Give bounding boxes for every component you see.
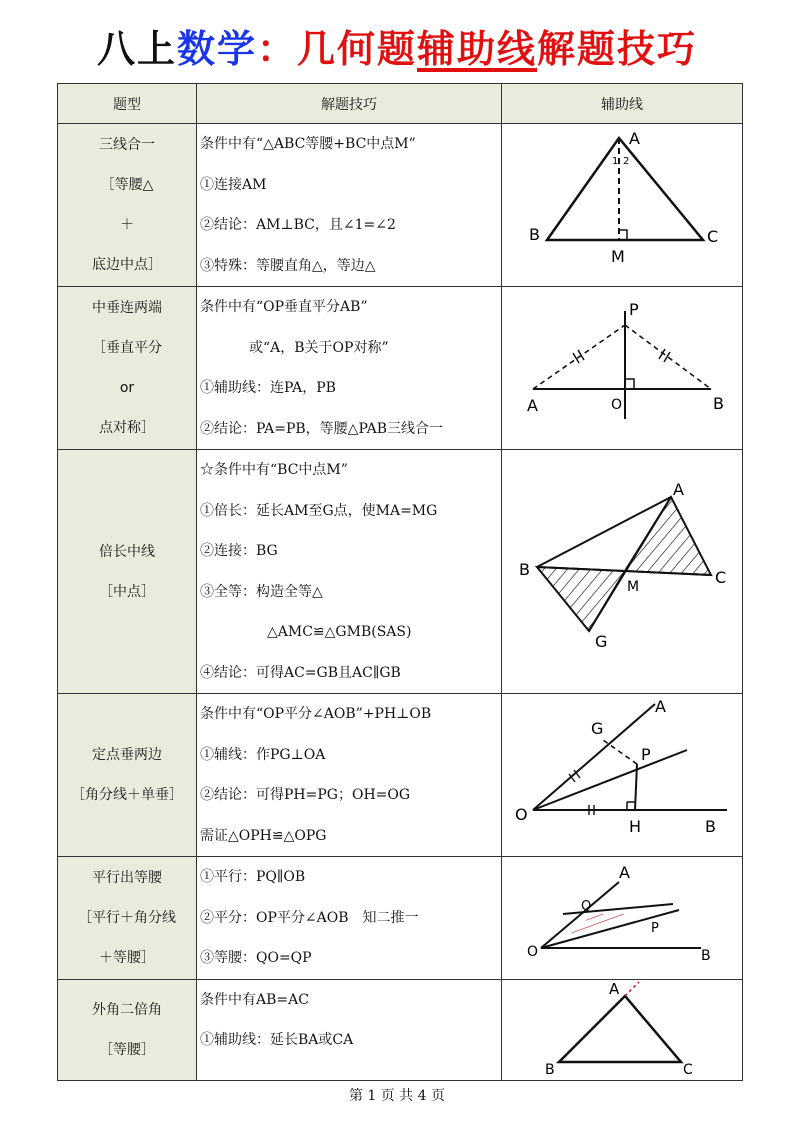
table-row	[58, 979, 743, 1080]
svg-text:1: 1	[612, 156, 619, 167]
header-type: 题型	[58, 84, 197, 124]
svg-text:P: P	[650, 920, 659, 936]
type-cell: 平行出等腰 ［平行＋角分线 ＋等腰］	[58, 857, 197, 980]
svg-text:M: M	[626, 578, 639, 595]
figure-cell	[502, 857, 743, 980]
figure-cell	[502, 124, 743, 287]
figure-cell	[502, 979, 743, 1080]
figure-cell	[502, 450, 743, 694]
double-median-figure	[505, 475, 740, 665]
svg-text:P: P	[629, 300, 639, 319]
svg-text:B: B	[529, 225, 540, 244]
svg-text:C: C	[714, 567, 726, 587]
svg-text:B: B	[518, 559, 530, 579]
table-row	[58, 124, 743, 287]
technique-cell: ①平行：PQ∥OB ②平分：OP平分∠AOB 知二推一 ③等腰：QO=QP	[197, 857, 502, 980]
svg-text:Q: Q	[580, 898, 591, 914]
figure-cell	[502, 694, 743, 857]
type-cell: 外角二倍角 ［等腰］	[58, 979, 197, 1080]
svg-text:A: A	[629, 129, 640, 148]
svg-text:G: G	[590, 719, 603, 738]
table-row	[58, 694, 743, 857]
table-row	[58, 450, 743, 694]
svg-text:A: A	[618, 862, 630, 882]
type-cell: 三线合一 ［等腰△ ＋ 底边中点］	[58, 124, 197, 287]
technique-cell: ☆条件中有“BC中点M” ①倍长：延长AM至G点，使MA=MG ②连接：BG ③全等：构造全等△ △AMC≌△GMB(SAS) ④结论：可得AC=GB且AC∥GB	[197, 450, 502, 694]
svg-text:O: O	[526, 943, 538, 960]
header-technique: 解题技巧	[197, 84, 502, 124]
technique-cell: 条件中有“OP垂直平分AB” 或“A，B关于OP对称” ①辅助线：连PA，PB ②结论：PA=PB，等腰△PAB三线合一	[197, 287, 502, 450]
svg-text:H: H	[628, 817, 641, 836]
table-row	[58, 287, 743, 450]
page-footer: 第 1 页 共 4 页	[348, 1088, 446, 1104]
isosceles-midpoint-figure	[507, 128, 737, 278]
svg-text:G: G	[594, 631, 607, 651]
type-cell: 中垂连两端 ［垂直平分 or 点对称］	[58, 287, 197, 450]
technique-cell: 条件中有AB=AC ①辅助线：延长BA或CA	[197, 979, 502, 1080]
svg-text:B: B	[713, 394, 724, 413]
svg-text:B: B	[544, 1061, 555, 1076]
type-cell: 定点垂两边 ［角分线＋单垂］	[58, 694, 197, 857]
type-cell: 倍长中线 ［中点］	[58, 450, 197, 694]
svg-text:B: B	[700, 947, 711, 964]
angle-bisector-perpendicular-figure	[505, 698, 740, 848]
svg-text:2: 2	[623, 156, 630, 167]
page-title: 八上数学：几何题辅助线解题技巧	[96, 27, 698, 71]
table-row	[58, 857, 743, 980]
parallel-isosceles-figure	[505, 860, 740, 972]
technique-cell: 条件中有“△ABC等腰+BC中点M” ①连接AM ②结论：AM⊥BC，且∠1=∠2 ③特殊：等腰直角△，等边△	[197, 124, 502, 287]
technique-cell: 条件中有“OP平分∠AOB”+PH⊥OB ①辅线：作PG⊥OA ②结论：可得PH=PG；OH=OG 需证△OPH≌△OPG	[197, 694, 502, 857]
svg-text:P: P	[640, 745, 651, 764]
svg-text:B: B	[704, 817, 716, 836]
perpendicular-bisector-figure	[507, 291, 737, 441]
svg-text:A: A	[654, 698, 666, 716]
table-header-row	[58, 84, 743, 124]
svg-text:A: A	[527, 396, 538, 415]
header-auxiliary-line: 辅助线	[502, 84, 743, 124]
svg-text:A: A	[608, 979, 619, 998]
svg-text:M: M	[611, 247, 625, 266]
svg-text:C: C	[682, 1061, 693, 1076]
svg-text:C: C	[707, 227, 719, 246]
svg-text:O: O	[611, 397, 623, 413]
exterior-angle-figure	[505, 980, 740, 1076]
technique-table	[57, 83, 743, 1081]
svg-text:O: O	[514, 805, 528, 824]
figure-cell	[502, 287, 743, 450]
svg-text:A: A	[672, 479, 684, 499]
